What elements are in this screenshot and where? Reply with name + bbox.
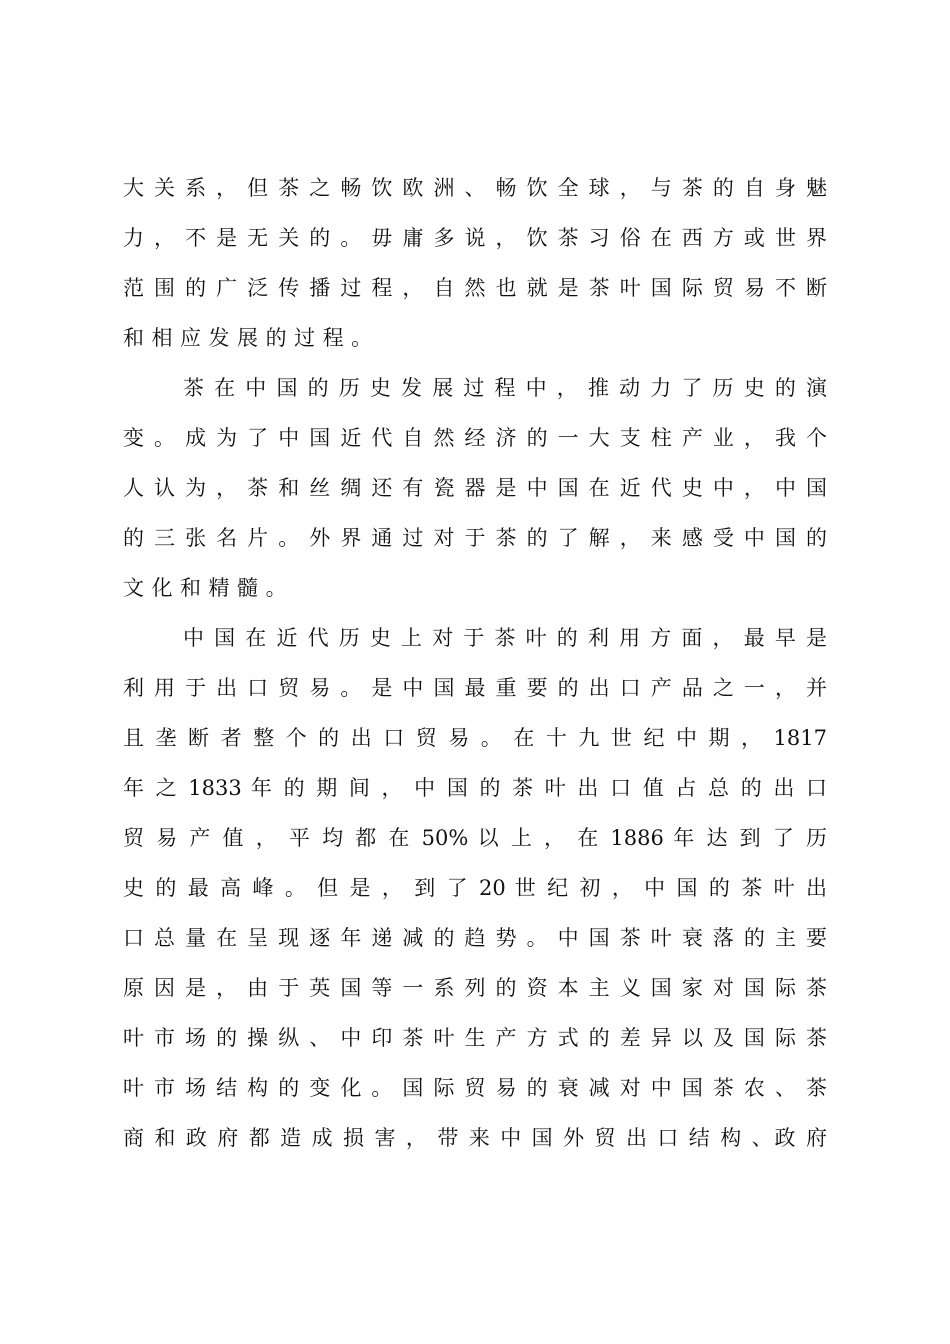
text-line: 大 关 系 ， 但 茶 之 畅 饮 欧 洲 、 畅 饮 全 球 ， 与 茶 的 自 身 魅	[123, 176, 827, 200]
text-line: 力 ， 不 是 无 关 的 。 毋 庸 多 说 ， 饮 茶 习 俗 在 西 方 或 世 界	[123, 226, 827, 250]
text-line: 利 用 于 出 口 贸 易 。 是 中 国 最 重 要 的 出 口 产 品 之 一 ， 并	[123, 676, 827, 700]
text-line: 变 。 成 为 了 中 国 近 代 自 然 经 济 的 一 大 支 柱 产 业 ， 我 个	[123, 426, 827, 450]
text-line: 和 相 应 发 展 的 过 程 。	[123, 326, 373, 350]
text-line: 口 总 量 在 呈 现 逐 年 递 减 的 趋 势 。 中 国 茶 叶 衰 落 的 主 要	[123, 926, 827, 950]
text-line: 叶 市 场 的 操 纵 、 中 印 茶 叶 生 产 方 式 的 差 异 以 及 国 际 茶	[123, 1026, 827, 1050]
text-line: 中 国 在 近 代 历 史 上 对 于 茶 叶 的 利 用 方 面 ， 最 早 是	[183, 626, 827, 650]
text-line: 商 和 政 府 都 造 成 损 害 ， 带 来 中 国 外 贸 出 口 结 构 、政 府	[123, 1126, 827, 1150]
text-line: 史 的 最 高 峰 。 但 是 ， 到 了 20 世 纪 初 ， 中 国 的 茶 叶 出	[123, 876, 827, 900]
text-line: 且 垄 断 者 整 个 的 出 口 贸 易 。 在 十 九 世 纪 中 期 ， 1817	[123, 726, 827, 750]
text-line: 年 之 1833 年 的 期 间 ， 中 国 的 茶 叶 出 口 值 占 总 的 出 口	[123, 776, 827, 800]
text-line: 范 围 的 广 泛 传 播 过 程 ， 自 然 也 就 是 茶 叶 国 际 贸 易 不 断	[123, 276, 827, 300]
text-line: 叶 市 场 结 构 的 变 化 。 国 际 贸 易 的 衰 减 对 中 国 茶 农 、 茶	[123, 1076, 827, 1100]
text-line: 的 三 张 名 片 。 外 界 通 过 对 于 茶 的 了 解 ， 来 感 受 中 国 的	[123, 526, 827, 550]
text-line: 原 因 是 ， 由 于 英 国 等 一 系 列 的 资 本 主 义 国 家 对 国 际 茶	[123, 976, 827, 1000]
text-line: 贸 易 产 值 ， 平 均 都 在 50% 以 上 ， 在 1886 年 达 到 了 历	[123, 826, 827, 850]
text-line: 文 化 和 精 髓 。	[123, 576, 287, 600]
text-line: 人 认 为 ， 茶 和 丝 绸 还 有 瓷 器 是 中 国 在 近 代 史 中 ， 中 国	[123, 476, 827, 500]
text-line: 茶 在 中 国 的 历 史 发 展 过 程 中 ， 推 动 力 了 历 史 的 演	[183, 376, 827, 400]
